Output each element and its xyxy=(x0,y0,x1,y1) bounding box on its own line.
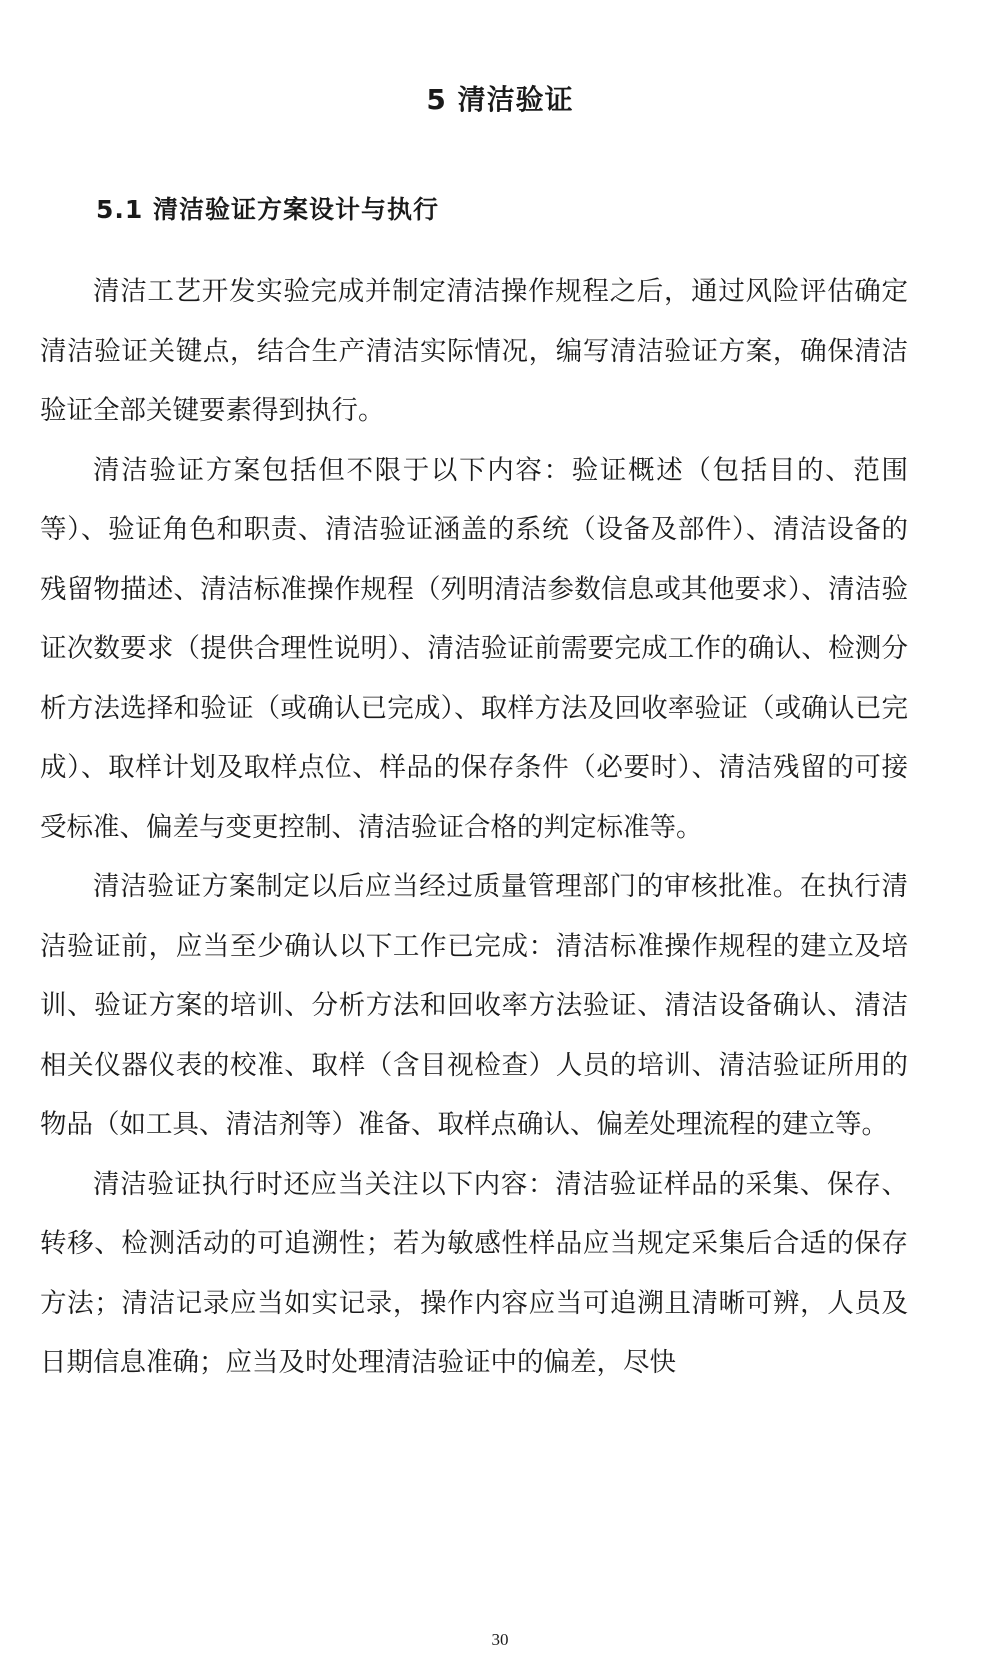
paragraph: 清洁验证方案制定以后应当经过质量管理部门的审核批准。在执行清洁验证前，应当至少确认以下工作已完成：清洁标准操作规程的建立及培训、验证方案的培训、分析方法和回收率方法验证、清洁设备确认、清洁相关仪器仪表的校准、取样（含目视检查）人员的培训、清洁验证所用的物品（如工具、清洁剂等）准备、取样点确认、偏差处理流程的建立等。 xyxy=(40,871,908,1140)
paragraph: 清洁验证方案包括但不限于以下内容：验证概述（包括目的、范围等）、验证角色和职责、清洁验证涵盖的系统（设备及部件）、清洁设备的残留物描述、清洁标准操作规程（列明清洁参数信息或其他要求）、清洁验证次数要求（提供合理性说明）、清洁验证前需要完成工作的确认、检测分析方法选择和验证（或确认已完成）、取样方法及回收率验证（或确认已完成）、取样计划及取样点位、样品的保存条件（必要时）、清洁残留的可接受标准、偏差与变更控制、清洁验证合格的判定标准等。 xyxy=(40,454,908,843)
paragraph: 清洁验证执行时还应当关注以下内容：清洁验证样品的采集、保存、转移、检测活动的可追溯性；若为敏感性样品应当规定采集后合适的保存方法；清洁记录应当如实记录，操作内容应当可追溯且清晰可辨，人员及日期信息准确；应当及时处理清洁验证中的偏差，尽快 xyxy=(40,1168,908,1378)
body-text xyxy=(40,262,908,1393)
section-title: 5.1 清洁验证方案设计与执行 xyxy=(96,195,439,224)
paragraph: 清洁工艺开发实验完成并制定清洁操作规程之后，通过风险评估确定清洁验证关键点，结合生产清洁实际情况，编写清洁验证方案，确保清洁验证全部关键要素得到执行。 xyxy=(40,276,908,426)
chapter-title: 5 清洁验证 xyxy=(426,83,574,116)
page-number: 30 xyxy=(491,1630,509,1649)
